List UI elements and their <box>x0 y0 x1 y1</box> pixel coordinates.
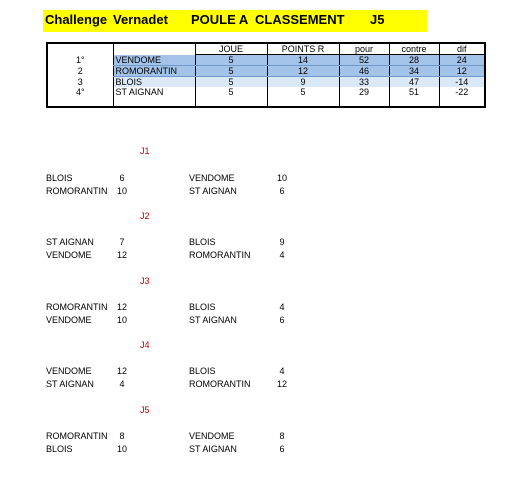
match-home-team: ROMORANTIN <box>46 186 108 196</box>
match-away-score: 9 <box>279 237 285 247</box>
rank-cell: 1° <box>75 55 85 65</box>
match-home-team: VENDOME <box>46 366 92 376</box>
match-away-team: BLOIS <box>189 302 216 312</box>
match-home-team: VENDOME <box>46 250 92 260</box>
pour-cell: 46 <box>339 66 389 77</box>
match-home-team: ST AIGNAN <box>46 237 94 247</box>
match-away-score: 6 <box>279 186 285 196</box>
match-away-team: VENDOME <box>189 173 235 183</box>
header-contre: contre <box>389 43 439 55</box>
joue-cell: 5 <box>195 55 267 66</box>
match-away-team: VENDOME <box>189 431 235 441</box>
header-dif: dif <box>439 43 485 55</box>
header-points: POINTS R <box>267 43 339 55</box>
match-away-team: BLOIS <box>189 366 216 376</box>
match-home-score: 12 <box>116 302 127 312</box>
match-away-score: 8 <box>279 431 285 441</box>
points-cell: 14 <box>267 55 339 66</box>
match-home-team: ROMORANTIN <box>46 431 108 441</box>
match-home-team: ST AIGNAN <box>46 379 94 389</box>
dif-cell: 24 <box>439 55 485 66</box>
joue-cell: 5 <box>195 66 267 77</box>
match-home-score: 10 <box>116 186 127 196</box>
contre-cell: 34 <box>389 66 439 77</box>
match-home-team: BLOIS <box>46 444 73 454</box>
match-away-score: 4 <box>279 250 285 260</box>
match-away-score: 10 <box>276 173 287 183</box>
header-pour: pour <box>339 43 389 55</box>
pour-cell: 29 <box>339 87 389 107</box>
match-home-score: 6 <box>119 173 125 183</box>
match-away-team: ST AIGNAN <box>189 444 237 454</box>
round-label-j3: J3 <box>140 276 150 286</box>
dif-cell: -22 <box>439 87 485 107</box>
dif-cell: 12 <box>439 66 485 77</box>
round-label-j1: J1 <box>140 146 150 156</box>
banner-vernadet: Vernadet <box>113 12 168 27</box>
rank-cell: 4° <box>75 87 85 97</box>
match-away-score: 4 <box>279 302 285 312</box>
match-home-score: 7 <box>119 237 125 247</box>
pour-cell: 52 <box>339 55 389 66</box>
points-cell: 5 <box>267 87 339 107</box>
header-joue: JOUE <box>195 43 267 55</box>
match-away-score: 6 <box>279 315 285 325</box>
round-label-j5: J5 <box>140 405 150 415</box>
match-away-team: ROMORANTIN <box>189 250 251 260</box>
banner-round: J5 <box>370 12 385 27</box>
banner-classement: CLASSEMENT <box>255 12 345 27</box>
match-home-score: 10 <box>116 315 127 325</box>
match-home-team: ROMORANTIN <box>46 302 108 312</box>
contre-cell: 51 <box>389 87 439 107</box>
team-cell: ST AIGNAN <box>113 87 195 107</box>
match-home-score: 4 <box>119 379 125 389</box>
joue-cell: 5 <box>195 77 267 88</box>
match-home-score: 8 <box>119 431 125 441</box>
rank-cell: 3 <box>77 76 83 87</box>
contre-cell: 47 <box>389 77 439 88</box>
points-cell: 12 <box>267 66 339 77</box>
rank-cell: 2 <box>77 66 83 76</box>
banner-poule: POULE A <box>191 12 249 27</box>
points-cell: 9 <box>267 77 339 88</box>
team-cell: ROMORANTIN <box>113 66 195 77</box>
match-home-score: 12 <box>116 366 127 376</box>
match-away-team: ST AIGNAN <box>189 186 237 196</box>
team-cell: VENDOME <box>113 55 195 66</box>
dif-cell: -14 <box>439 77 485 88</box>
match-away-score: 6 <box>279 444 285 454</box>
contre-cell: 28 <box>389 55 439 66</box>
match-home-score: 10 <box>116 444 127 454</box>
pour-cell: 33 <box>339 77 389 88</box>
round-label-j2: J2 <box>140 211 150 221</box>
match-away-team: ROMORANTIN <box>189 379 251 389</box>
match-home-score: 12 <box>116 250 127 260</box>
match-home-team: BLOIS <box>46 173 73 183</box>
banner-challenge: Challenge <box>45 12 108 27</box>
match-home-team: VENDOME <box>46 315 92 325</box>
match-away-score: 4 <box>279 366 285 376</box>
joue-cell: 5 <box>195 87 267 107</box>
round-label-j4: J4 <box>140 340 150 350</box>
match-away-score: 12 <box>276 379 287 389</box>
match-away-team: BLOIS <box>189 237 216 247</box>
match-away-team: ST AIGNAN <box>189 315 237 325</box>
team-cell: BLOIS <box>113 77 195 88</box>
